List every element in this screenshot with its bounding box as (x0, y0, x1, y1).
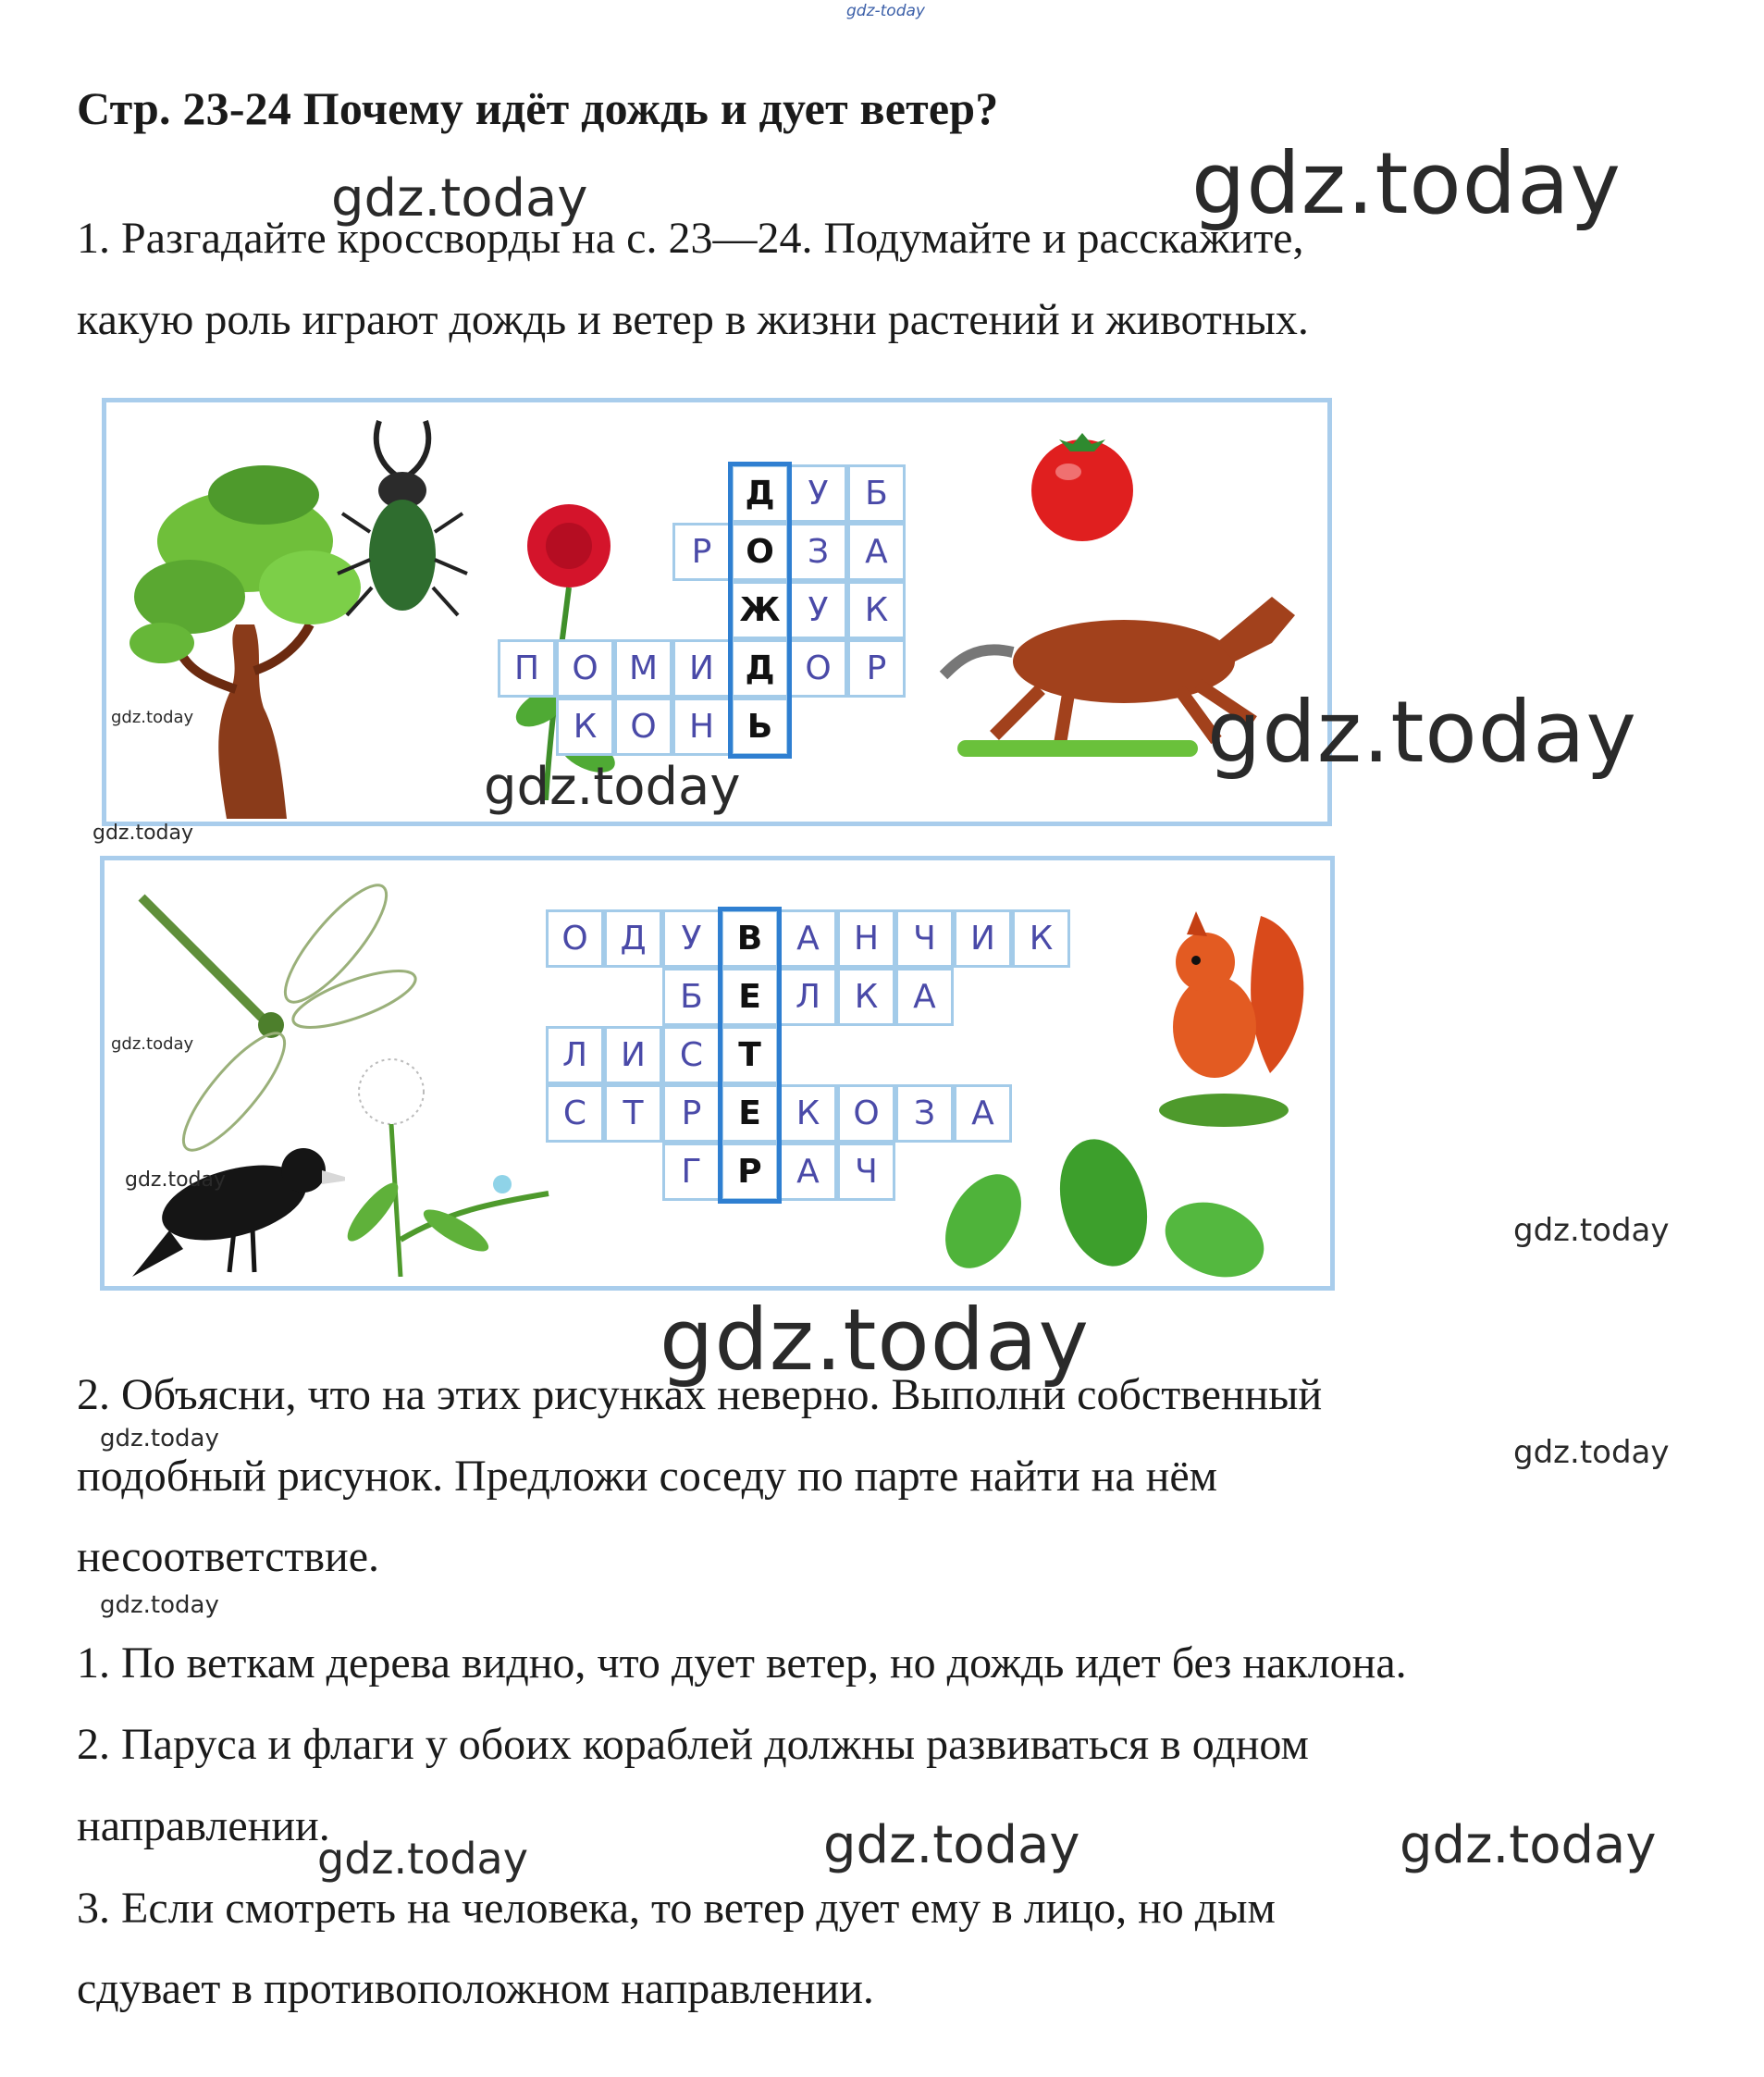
cw2-cell[interactable]: Е (721, 1084, 779, 1143)
watermark-top: gdz-today (846, 2, 925, 20)
cw2-cell[interactable]: А (895, 968, 954, 1026)
watermark: gdz.today (1513, 1434, 1670, 1471)
cw2-cell[interactable]: С (662, 1026, 721, 1084)
watermark: gdz.today (125, 1168, 227, 1192)
cw1-cell[interactable]: А (847, 523, 906, 581)
cw1-cell[interactable]: Н (672, 698, 731, 756)
cw2-cell[interactable]: Е (721, 968, 779, 1026)
cw1-cell[interactable]: Р (672, 523, 731, 581)
watermark: gdz.today (100, 1425, 219, 1453)
cw1-cell[interactable]: Б (847, 464, 906, 523)
cw1-cell[interactable]: О (789, 639, 847, 698)
cw2-cell[interactable]: Д (604, 909, 662, 968)
cw2-cell[interactable]: А (779, 909, 837, 968)
cw2-cell[interactable]: О (837, 1084, 895, 1143)
watermark: gdz.today (1400, 1815, 1657, 1875)
task2-line2: подобный рисунок. Предложи соседу по парте найти на нём (77, 1452, 1218, 1501)
task1-line2: какую роль играют дождь и ветер в жизни растений и животных. (77, 295, 1309, 344)
cw1-cell[interactable]: И (672, 639, 731, 698)
answer-2-line2: направлении. (77, 1801, 330, 1850)
cw1-cell[interactable]: О (614, 698, 672, 756)
cw2-cell[interactable]: И (954, 909, 1012, 968)
cw1-cell[interactable]: О (556, 639, 614, 698)
watermark: gdz.today (1207, 683, 1637, 782)
cw2-cell[interactable]: К (779, 1084, 837, 1143)
cw2-cell[interactable]: Т (721, 1026, 779, 1084)
cw2-cell[interactable]: И (604, 1026, 662, 1084)
cw2-cell[interactable]: Т (604, 1084, 662, 1143)
watermark: gdz.today (1191, 134, 1622, 233)
answer-2-line1: 2. Паруса и флаги у обоих кораблей должны развиваться в одном (77, 1720, 1309, 1769)
watermark: gdz.today (1513, 1212, 1670, 1249)
cw2-cell[interactable]: Р (721, 1143, 779, 1201)
cw1-cell[interactable]: Д (731, 464, 789, 523)
tomato-image (1022, 426, 1142, 546)
cw1-cell[interactable]: Ь (731, 698, 789, 756)
watermark: gdz.today (317, 1834, 528, 1884)
cw1-cell[interactable]: К (847, 581, 906, 639)
watermark: gdz.today (823, 1815, 1080, 1875)
answer-3-line2: сдувает в противоположном направлении. (77, 1964, 874, 2013)
cw2-cell[interactable]: З (895, 1084, 954, 1143)
cw2-cell[interactable]: Л (546, 1026, 604, 1084)
cw1-cell[interactable]: К (556, 698, 614, 756)
answer-1: 1. По веткам дерева видно, что дует ветер, но дождь идет без наклона. (77, 1638, 1407, 1688)
watermark: gdz.today (331, 168, 588, 229)
cw2-cell[interactable]: У (662, 909, 721, 968)
task1-line1: 1. Разгадайте кроссворды на с. 23—24. Подумайте и расскажите, (77, 214, 1304, 263)
watermark: gdz.today (100, 1591, 219, 1619)
squirrel-image (1131, 897, 1316, 1138)
watermark: gdz.today (111, 708, 194, 727)
cw1-cell[interactable]: П (498, 639, 556, 698)
cw2-cell[interactable]: Р (662, 1084, 721, 1143)
page-title: Стр. 23-24 Почему идёт дождь и дует ветер? (77, 82, 999, 134)
cw2-cell[interactable]: Л (779, 968, 837, 1026)
cw2-cell[interactable]: С (546, 1084, 604, 1143)
crossword-panel-2 (100, 856, 1335, 1291)
cw1-cell[interactable]: О (731, 523, 789, 581)
task2-line3: несоответствие. (77, 1532, 380, 1581)
cw2-cell[interactable]: Ч (895, 909, 954, 968)
cw1-cell[interactable]: Р (847, 639, 906, 698)
cw2-cell[interactable]: О (546, 909, 604, 968)
answer-3-line1: 3. Если смотреть на человека, то ветер дует ему в лицо, но дым (77, 1884, 1276, 1933)
cw1-cell[interactable]: У (789, 464, 847, 523)
cw1-cell[interactable]: З (789, 523, 847, 581)
tree-image (125, 458, 365, 819)
cw2-cell[interactable]: А (779, 1143, 837, 1201)
cw1-cell[interactable]: Ж (731, 581, 789, 639)
cw2-cell[interactable]: Г (662, 1143, 721, 1201)
watermark: gdz.today (660, 1291, 1090, 1390)
watermark: gdz.today (111, 1034, 194, 1054)
cw2-cell[interactable]: А (954, 1084, 1012, 1143)
cw1-cell[interactable]: У (789, 581, 847, 639)
cw2-cell[interactable]: К (837, 968, 895, 1026)
cw2-cell[interactable]: Ч (837, 1143, 895, 1201)
cw2-cell[interactable]: В (721, 909, 779, 968)
task2-line1: 2. Объясни, что на этих рисунках неверно. Выполни собственный (77, 1370, 1323, 1419)
cw1-cell[interactable]: М (614, 639, 672, 698)
leaves-image (937, 1129, 1270, 1286)
dandelion-image (317, 1055, 558, 1277)
rook-image (132, 1129, 345, 1277)
watermark: gdz.today (484, 757, 741, 817)
cw2-cell[interactable]: Н (837, 909, 895, 968)
cw1-cell[interactable]: Д (731, 639, 789, 698)
watermark: gdz.today (93, 822, 194, 845)
cw2-cell[interactable]: К (1012, 909, 1070, 968)
beetle-image (333, 412, 472, 624)
cw2-cell[interactable]: Б (662, 968, 721, 1026)
